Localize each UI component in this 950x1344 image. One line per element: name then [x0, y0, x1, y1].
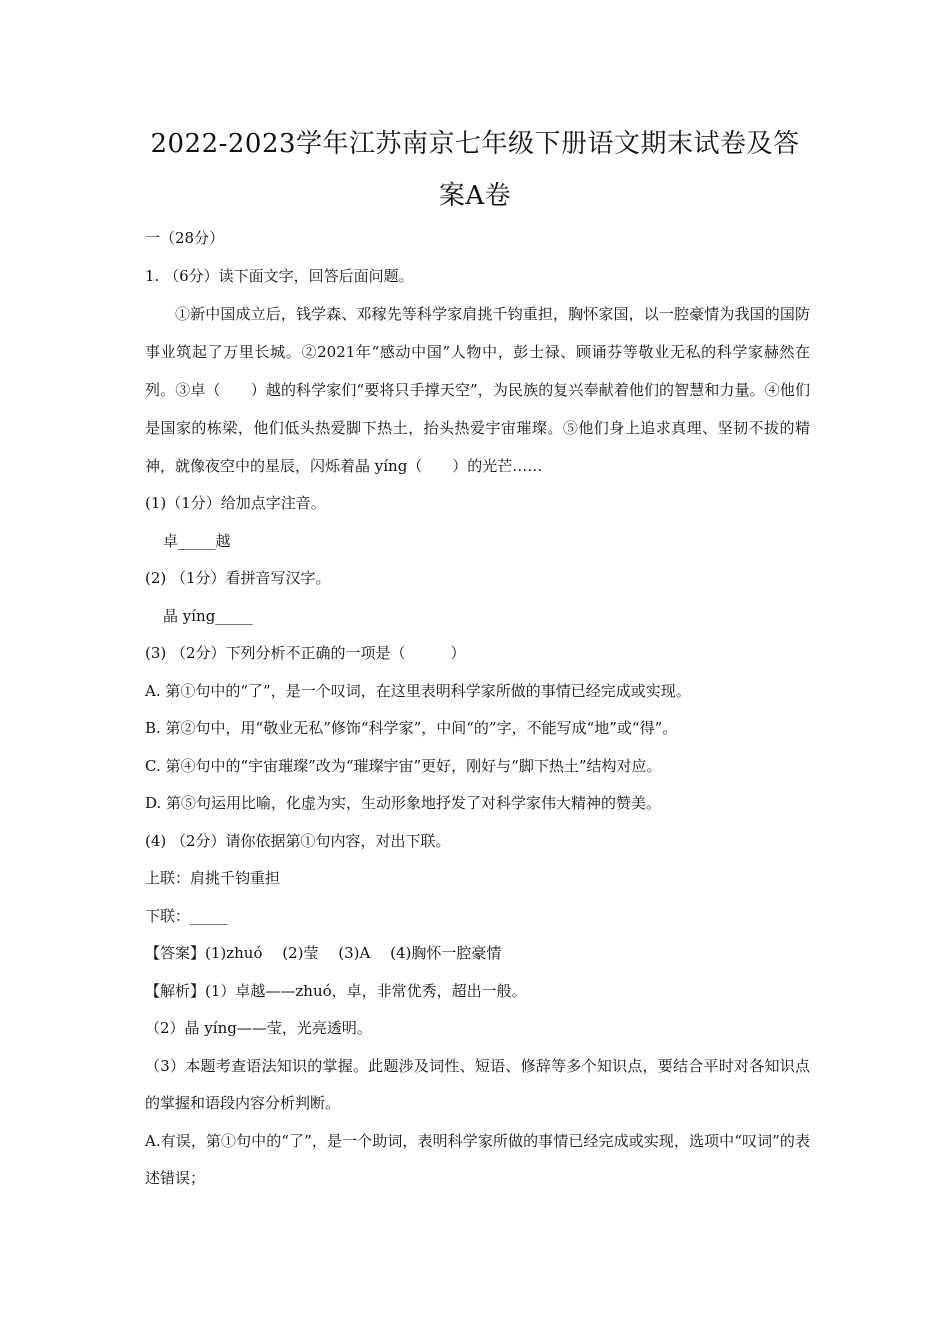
option-b: B. 第②句中，用“敬业无私”修饰“科学家”，中间“的”字，不能写成“地”或“得”。 — [145, 719, 678, 737]
document-title: 2022-2023学年江苏南京七年级下册语文期末试卷及答案A卷 — [150, 129, 800, 211]
question-1-heading: 1. （6分）读下面文字，回答后面问题。 — [145, 266, 414, 285]
document-body — [145, 220, 810, 1198]
sub-question-4: (4) （2分）请你依据第①句内容，对出下联。 — [145, 831, 451, 850]
answer-line: 【答案】(1)zhuó (2)莹 (3)A (4)胸怀一腔豪情 — [145, 944, 502, 962]
upper-couplet: 上联：肩挑千钧重担 — [145, 869, 281, 887]
analysis-2: （2）晶 yíng——莹，光亮透明。 — [145, 1019, 372, 1037]
sub-question-1-blank: 卓_____越 — [163, 531, 231, 550]
option-a: A. 第①句中的“了”，是一个叹词，在这里表明科学家所做的事情已经完成或实现。 — [145, 681, 691, 700]
section-heading: 一（28分） — [145, 229, 225, 247]
option-c: C. 第④句中的“宇宙璀璨”改为“璀璨宇宙”更好，刚好与“脚下热土”结构对应。 — [145, 756, 662, 775]
sub-question-1: (1)（1分）给加点字注音。 — [145, 494, 326, 512]
option-d: D. 第⑤句运用比喻，化虚为实，生动形象地抒发了对科学家伟大精神的赞美。 — [145, 794, 662, 812]
analysis-3: （3）本题考查语法知识的掌握。此题涉及词性、短语、修辞等多个知识点，要结合平时对各知识点的掌握和语段内容分析判断。 — [145, 1056, 810, 1112]
sub-question-2: (2) （1分）看拼音写汉字。 — [145, 569, 331, 587]
sub-question-3: (3) （2分）下列分析不正确的一项是（ ） — [145, 644, 466, 662]
lower-couplet-blank: 下联：_____ — [145, 906, 228, 925]
analysis-4: A.有误，第①句中的“了”，是一个助词，表明科学家所做的事情已经完成或实现，选项中“叹词”的表述错误； — [145, 1131, 810, 1187]
analysis-1: 【解析】(1）卓越——zhuó，卓，非常优秀，超出一般。 — [145, 981, 527, 1000]
question-1-passage: ①新中国成立后，钱学森、邓稼先等科学家肩挑千钧重担，胸怀家国，以一腔豪情为我国的国防事业筑起了万里长城。②2021年“感动中国”人物中，彭士禄、顾诵芬等敬业无私的科学家赫然在列。③卓（ ）越的科学家们“要将只手撑天空”，为民族的复兴奉献着他们的智慧和力量。④他们是国家的栋梁，他们低头热爱脚下热土，抬头热爱宇宙璀璨。⑤他们身上追求真理、坚韧不拔的精神，就像夜空中的星辰，闪烁着晶 yíng（ ）的光芒…… — [145, 305, 810, 475]
sub-question-2-blank: 晶 yíng_____ — [163, 606, 253, 625]
